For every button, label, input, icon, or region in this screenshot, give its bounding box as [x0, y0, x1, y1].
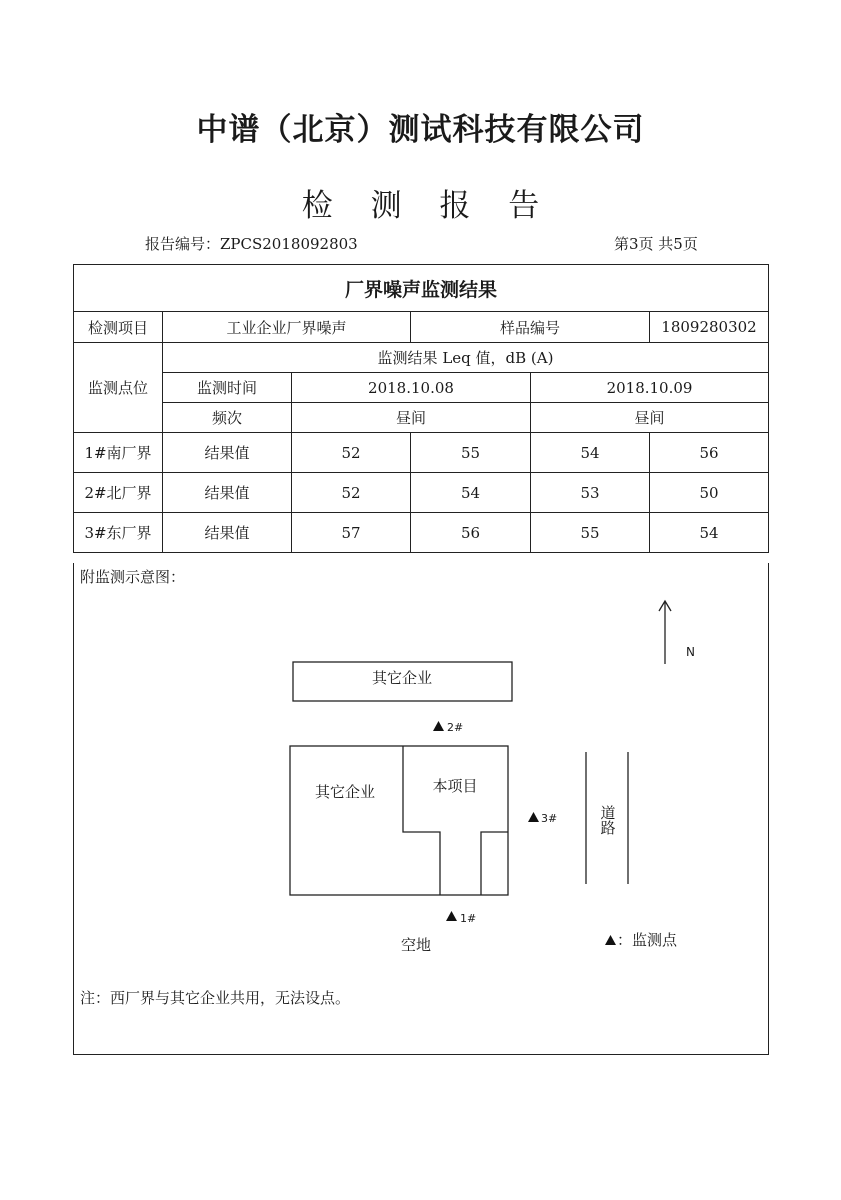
- cell-value: 52: [292, 473, 411, 513]
- report-number: 报告编号：ZPCS2018092803: [145, 235, 358, 253]
- item-label: 检测项目: [74, 312, 163, 343]
- period-2: 昼间: [531, 403, 769, 433]
- cell-value: 52: [292, 433, 411, 473]
- row-label: 结果值: [163, 433, 292, 473]
- point-2-label: 2#: [447, 721, 464, 734]
- road-label-2: 路: [600, 819, 616, 837]
- note: 注：西厂界与其它企业共用，无法设点。: [80, 989, 351, 1007]
- cell-value: 54: [531, 433, 650, 473]
- point-3-label: 3#: [541, 812, 558, 825]
- cell-value: 53: [531, 473, 650, 513]
- legend-triangle-icon: [605, 935, 616, 945]
- diagram-label: 附监测示意图：: [80, 568, 186, 586]
- company-name: 中谱（北京）测试科技有限公司: [196, 112, 645, 148]
- result-header: 监测结果 Leq 值，dB (A): [163, 343, 769, 373]
- freq-label: 频次: [163, 403, 292, 433]
- cell-value: 56: [650, 433, 769, 473]
- cell-value: 54: [650, 513, 769, 553]
- inner-building: [481, 832, 508, 895]
- row-point: 2#北厂界: [74, 473, 163, 513]
- time-label: 监测时间: [163, 373, 292, 403]
- cell-value: 50: [650, 473, 769, 513]
- sample-value: 1809280302: [650, 312, 769, 343]
- date-2: 2018.10.09: [531, 373, 769, 403]
- cell-value: 54: [411, 473, 531, 513]
- date-1: 2018.10.08: [292, 373, 531, 403]
- cell-value: 56: [411, 513, 531, 553]
- plant-outline: [290, 746, 508, 895]
- page-number: 第3页 共5页: [614, 235, 698, 253]
- triangle-marker-icon: [446, 911, 457, 921]
- cell-value: 55: [531, 513, 650, 553]
- project-boundary: [403, 746, 440, 895]
- north-label: N: [686, 645, 695, 659]
- item-value: 工业企业厂界噪声: [163, 312, 411, 343]
- road-label-1: 道: [600, 804, 616, 822]
- left-enterprise-label: 其它企业: [314, 783, 376, 801]
- row-label: 结果值: [163, 473, 292, 513]
- cell-value: 55: [411, 433, 531, 473]
- row-point: 1#南厂界: [74, 433, 163, 473]
- cell-value: 57: [292, 513, 411, 553]
- sample-label: 样品编号: [411, 312, 650, 343]
- table-title: 厂界噪声监测结果: [74, 265, 769, 312]
- top-enterprise-label: 其它企业: [371, 669, 433, 687]
- legend-label: ：监测点: [617, 931, 678, 949]
- point-1-label: 1#: [460, 912, 477, 925]
- north-arrow-icon: [659, 601, 671, 664]
- project-label: 本项目: [432, 777, 478, 795]
- row-point: 3#东厂界: [74, 513, 163, 553]
- point-label: 监测点位: [74, 343, 163, 433]
- triangle-marker-icon: [528, 812, 539, 822]
- empty-land-label: 空地: [400, 936, 432, 954]
- report-title: 检 测 报 告: [301, 188, 554, 224]
- period-1: 昼间: [292, 403, 531, 433]
- row-label: 结果值: [163, 513, 292, 553]
- triangle-marker-icon: [433, 721, 444, 731]
